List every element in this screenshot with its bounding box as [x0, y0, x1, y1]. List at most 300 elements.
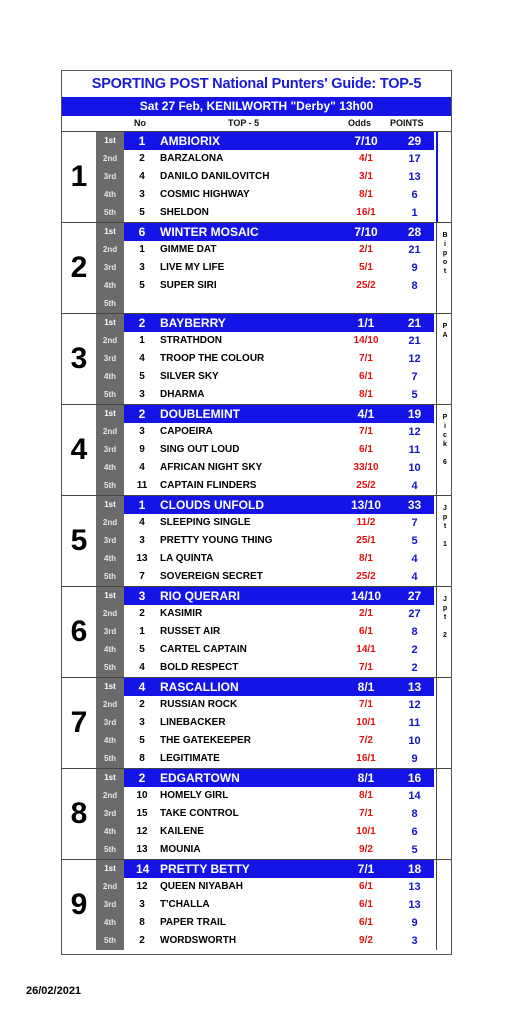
horse-number: 1 [139, 335, 145, 346]
points: 17 [408, 153, 421, 165]
horse-name: CAPOEIRA [160, 426, 213, 437]
points: 11 [408, 444, 421, 456]
horse-name: AFRICAN NIGHT SKY [160, 462, 263, 473]
finish-position: 1st [104, 682, 116, 691]
runner-row [96, 659, 434, 677]
points: 29 [407, 134, 422, 148]
odds: 16/1 [356, 753, 376, 764]
horse-name: PRETTY YOUNG THING [160, 535, 273, 546]
horse-name: COSMIC HIGHWAY [160, 189, 250, 200]
runner-row [96, 459, 434, 477]
winner-row [96, 132, 434, 150]
horse-number: 8 [139, 917, 145, 928]
race-block [62, 131, 451, 222]
finish-position: 3rd [103, 536, 117, 545]
bet-type-label: B i p o t [442, 232, 448, 275]
race-number: 9 [62, 860, 97, 950]
bet-type-column [436, 132, 452, 222]
horse-number: 5 [139, 371, 145, 382]
points: 12 [408, 353, 421, 365]
race-number: 6 [62, 587, 97, 677]
points: 21 [408, 335, 421, 347]
runner-row [96, 532, 434, 550]
horse-name: CARTEL CAPTAIN [160, 644, 247, 655]
points: 21 [407, 316, 422, 330]
finish-position: 5th [104, 299, 116, 308]
points: 14 [408, 790, 421, 802]
races-container [62, 131, 451, 950]
points: 10 [408, 462, 421, 474]
horse-number: 2 [138, 316, 146, 330]
horse-name: EDGARTOWN [160, 771, 240, 785]
bet-type-column [436, 860, 452, 950]
odds: 7/1 [359, 353, 373, 364]
horse-number: 6 [138, 225, 146, 239]
horse-number: 2 [138, 771, 146, 785]
finish-position: 2nd [102, 882, 118, 891]
horse-name: SING OUT LOUD [160, 444, 240, 455]
horse-name: DOUBLEMINT [160, 407, 240, 421]
odds: 4/1 [359, 153, 373, 164]
odds: 6/1 [359, 444, 373, 455]
race-block [62, 768, 451, 859]
finish-position: 5th [104, 845, 116, 854]
finish-position: 1st [104, 591, 116, 600]
horse-number: 15 [136, 808, 148, 819]
finish-position: 3rd [103, 263, 117, 272]
points: 2 [411, 644, 418, 656]
horse-name: DHARMA [160, 389, 205, 400]
odds: 3/1 [359, 171, 373, 182]
winner-row [96, 314, 434, 332]
race-number: 3 [62, 314, 97, 404]
horse-name: T'CHALLA [160, 899, 210, 910]
runner-row [96, 259, 434, 277]
runner-row [96, 805, 434, 823]
bet-type-label: P i c k 6 [442, 414, 448, 466]
points: 9 [411, 262, 418, 274]
bet-type-label: J p t 1 [442, 505, 448, 548]
bet-type-column [436, 769, 452, 859]
runner-row [96, 514, 434, 532]
horse-number: 2 [139, 935, 145, 946]
runner-row [96, 605, 434, 623]
runner-row [96, 914, 434, 932]
horse-number: 4 [139, 353, 145, 364]
horse-number: 11 [136, 480, 148, 491]
runner-row [96, 568, 434, 586]
points: 18 [407, 862, 422, 876]
odds: 10/1 [356, 717, 376, 728]
odds: 8/1 [359, 189, 373, 200]
finish-position: 3rd [103, 445, 117, 454]
horse-number: 1 [138, 134, 146, 148]
runner-row [96, 878, 434, 896]
runner-row [96, 696, 434, 714]
points: 16 [407, 771, 422, 785]
winner-row [96, 678, 434, 696]
horse-name: HOMELY GIRL [160, 790, 229, 801]
odds: 6/1 [359, 881, 373, 892]
horse-number: 3 [139, 899, 145, 910]
finish-position: 4th [104, 827, 116, 836]
horse-name: SOVEREIGN SECRET [160, 571, 263, 582]
race-number: 1 [62, 132, 97, 222]
odds: 16/1 [356, 207, 376, 218]
winner-row [96, 769, 434, 787]
odds: 13/10 [350, 498, 382, 512]
horse-name: PRETTY BETTY [160, 862, 250, 876]
finish-position: 5th [104, 936, 116, 945]
horse-number: 2 [139, 153, 145, 164]
runner-row [96, 641, 434, 659]
points: 12 [408, 426, 421, 438]
points: 7 [411, 517, 418, 529]
points: 1 [411, 207, 418, 219]
horse-name: PAPER TRAIL [160, 917, 226, 928]
print-date: 26/02/2021 [26, 985, 82, 997]
points: 6 [411, 826, 418, 838]
odds: 9/2 [359, 935, 373, 946]
runner-row [96, 241, 434, 259]
odds: 10/1 [356, 826, 376, 837]
points: 28 [407, 225, 422, 239]
col-header-top5: TOP - 5 [228, 118, 260, 128]
points: 8 [411, 280, 418, 292]
finish-position: 5th [104, 481, 116, 490]
runner-row [96, 168, 434, 186]
odds: 7/10 [354, 134, 378, 148]
horse-number: 10 [136, 790, 148, 801]
runner-row [96, 204, 434, 222]
odds: 25/2 [356, 280, 376, 291]
points: 27 [407, 589, 422, 603]
odds: 14/10 [353, 335, 379, 346]
odds: 4/1 [357, 407, 375, 421]
horse-number: 3 [139, 535, 145, 546]
points: 7 [411, 371, 418, 383]
points: 8 [411, 626, 418, 638]
horse-name: BAYBERRY [160, 316, 226, 330]
column-headers [62, 116, 451, 131]
runner-row [96, 896, 434, 914]
horse-name: SUPER SIRI [160, 280, 217, 291]
points: 27 [408, 608, 421, 620]
points: 5 [411, 535, 418, 547]
odds: 2/1 [359, 608, 373, 619]
horse-number: 5 [139, 280, 145, 291]
race-number: 5 [62, 496, 97, 586]
odds: 7/1 [359, 426, 373, 437]
horse-number: 5 [139, 735, 145, 746]
points: 9 [411, 753, 418, 765]
horse-name: WORDSWORTH [160, 935, 237, 946]
race-number: 4 [62, 405, 97, 495]
odds: 14/1 [356, 644, 376, 655]
runner-row [96, 368, 434, 386]
horse-number: 3 [139, 389, 145, 400]
finish-position: 1st [104, 136, 116, 145]
horse-number: 1 [138, 498, 146, 512]
finish-position: 4th [104, 190, 116, 199]
odds: 14/10 [350, 589, 382, 603]
odds: 6/1 [359, 899, 373, 910]
odds: 5/1 [359, 262, 373, 273]
horse-number: 5 [139, 207, 145, 218]
finish-position: 4th [104, 736, 116, 745]
finish-position: 2nd [102, 518, 118, 527]
runner-row [96, 787, 434, 805]
finish-position: 1st [104, 500, 116, 509]
guide-title: SPORTING POST National Punters' Guide: TOP-5 [91, 76, 422, 92]
horse-number: 13 [136, 553, 148, 564]
horse-number: 1 [139, 244, 145, 255]
odds: 25/2 [356, 571, 376, 582]
horse-name: BARZALONA [160, 153, 224, 164]
horse-number: 2 [138, 407, 146, 421]
points: 8 [411, 808, 418, 820]
horse-number: 14 [136, 862, 150, 876]
horse-name: KASIMIR [160, 608, 203, 619]
horse-number: 5 [139, 644, 145, 655]
horse-name: SLEEPING SINGLE [160, 517, 251, 528]
horse-number: 4 [139, 662, 145, 673]
points: 33 [407, 498, 422, 512]
horse-name: GIMME DAT [160, 244, 217, 255]
points: 13 [408, 171, 421, 183]
horse-name: STRATHDON [160, 335, 223, 346]
odds: 11/2 [356, 517, 376, 528]
bet-type-column [436, 678, 452, 768]
finish-position: 3rd [103, 354, 117, 363]
runner-row [96, 841, 434, 859]
runner-row [96, 714, 434, 732]
horse-name: CLOUDS UNFOLD [160, 498, 264, 512]
horse-name: LA QUINTA [160, 553, 214, 564]
horse-name: SHELDON [160, 207, 209, 218]
odds: 9/2 [359, 844, 373, 855]
winner-row [96, 587, 434, 605]
race-block [62, 495, 451, 586]
horse-name: TROOP THE COLOUR [160, 353, 265, 364]
horse-name: DANILO DANILOVITCH [160, 171, 270, 182]
points: 13 [408, 899, 421, 911]
finish-position: 3rd [103, 627, 117, 636]
runner-row [96, 750, 434, 768]
bet-type-column [436, 223, 452, 313]
runner-row [96, 732, 434, 750]
points: 13 [407, 680, 422, 694]
runner-row [96, 332, 434, 350]
bet-type-label: P A [442, 323, 448, 339]
odds: 25/1 [356, 535, 376, 546]
odds: 8/1 [359, 389, 373, 400]
horse-number: 2 [139, 608, 145, 619]
horse-number: 4 [139, 517, 145, 528]
race-number: 2 [62, 223, 97, 313]
odds: 6/1 [359, 917, 373, 928]
runner-row [96, 295, 434, 313]
finish-position: 2nd [102, 336, 118, 345]
horse-number: 3 [139, 262, 145, 273]
horse-name: RIO QUERARI [160, 589, 241, 603]
odds: 7/1 [359, 662, 373, 673]
race-block [62, 404, 451, 495]
horse-number: 8 [139, 753, 145, 764]
odds: 7/2 [359, 735, 373, 746]
bet-type-column [436, 314, 452, 404]
runner-row [96, 150, 434, 168]
runner-row [96, 623, 434, 641]
points: 13 [408, 881, 421, 893]
points: 4 [411, 480, 418, 492]
horse-number: 7 [139, 571, 145, 582]
finish-position: 5th [104, 754, 116, 763]
finish-position: 5th [104, 208, 116, 217]
odds: 7/1 [357, 862, 375, 876]
finish-position: 5th [104, 390, 116, 399]
horse-name: THE GATEKEEPER [160, 735, 251, 746]
finish-position: 4th [104, 645, 116, 654]
winner-row [96, 223, 434, 241]
points: 2 [411, 662, 418, 674]
col-header-no: No [134, 118, 146, 128]
horse-name: TAKE CONTROL [160, 808, 239, 819]
odds: 1/1 [357, 316, 375, 330]
finish-position: 4th [104, 281, 116, 290]
odds: 25/2 [356, 480, 376, 491]
horse-number: 4 [139, 462, 145, 473]
punters-guide-table [61, 70, 452, 955]
finish-position: 2nd [102, 609, 118, 618]
odds: 7/1 [359, 699, 373, 710]
odds: 8/1 [359, 553, 373, 564]
race-block [62, 586, 451, 677]
finish-position: 4th [104, 554, 116, 563]
finish-position: 2nd [102, 700, 118, 709]
finish-position: 2nd [102, 154, 118, 163]
odds: 7/10 [354, 225, 378, 239]
horse-number: 1 [139, 626, 145, 637]
odds: 2/1 [359, 244, 373, 255]
points: 5 [411, 389, 418, 401]
horse-name: RUSSET AIR [160, 626, 221, 637]
horse-name: BOLD RESPECT [160, 662, 239, 673]
runner-row [96, 550, 434, 568]
winner-row [96, 405, 434, 423]
odds: 8/1 [357, 680, 375, 694]
runner-row [96, 477, 434, 495]
finish-position: 4th [104, 463, 116, 472]
race-number: 8 [62, 769, 97, 859]
race-block [62, 859, 451, 950]
odds: 6/1 [359, 626, 373, 637]
runner-row [96, 186, 434, 204]
finish-position: 5th [104, 572, 116, 581]
runner-row [96, 423, 434, 441]
horse-number: 3 [139, 717, 145, 728]
points: 9 [411, 917, 418, 929]
points: 6 [411, 189, 418, 201]
odds: 33/10 [353, 462, 379, 473]
finish-position: 1st [104, 318, 116, 327]
horse-number: 13 [136, 844, 148, 855]
horse-name: KAILENE [160, 826, 204, 837]
bet-type-column [436, 496, 452, 586]
runner-row [96, 441, 434, 459]
finish-position: 2nd [102, 791, 118, 800]
runner-row [96, 823, 434, 841]
odds: 6/1 [359, 371, 373, 382]
runner-row [96, 932, 434, 950]
horse-number: 3 [139, 426, 145, 437]
finish-position: 3rd [103, 718, 117, 727]
horse-name: RUSSIAN ROCK [160, 699, 238, 710]
horse-number: 4 [138, 680, 146, 694]
finish-position: 2nd [102, 427, 118, 436]
points: 12 [408, 699, 421, 711]
horse-name: WINTER MOSAIC [160, 225, 259, 239]
finish-position: 1st [104, 773, 116, 782]
finish-position: 2nd [102, 245, 118, 254]
horse-name: LEGITIMATE [160, 753, 220, 764]
finish-position: 1st [104, 409, 116, 418]
winner-row [96, 496, 434, 514]
points: 11 [408, 717, 421, 729]
horse-name: QUEEN NIYABAH [160, 881, 243, 892]
race-meeting-banner: Sat 27 Feb, KENILWORTH "Derby" 13h00 [62, 97, 451, 116]
finish-position: 5th [104, 663, 116, 672]
race-block [62, 222, 451, 313]
runner-row [96, 350, 434, 368]
points: 4 [411, 553, 418, 565]
points: 3 [411, 935, 418, 947]
horse-name: RASCALLION [160, 680, 239, 694]
finish-position: 4th [104, 918, 116, 927]
horse-number: 12 [136, 826, 148, 837]
horse-name: SILVER SKY [160, 371, 219, 382]
odds: 8/1 [359, 790, 373, 801]
horse-number: 4 [139, 171, 145, 182]
bet-type-label: J p t 2 [442, 596, 448, 639]
col-header-points: POINTS [390, 118, 424, 128]
finish-position: 3rd [103, 900, 117, 909]
odds: 8/1 [357, 771, 375, 785]
horse-number: 3 [139, 189, 145, 200]
horse-number: 12 [136, 881, 148, 892]
horse-name: CAPTAIN FLINDERS [160, 480, 257, 491]
runner-row [96, 277, 434, 295]
horse-number: 9 [139, 444, 145, 455]
bet-type-column [436, 587, 452, 677]
horse-number: 2 [139, 699, 145, 710]
points: 4 [411, 571, 418, 583]
finish-position: 4th [104, 372, 116, 381]
finish-position: 1st [104, 227, 116, 236]
finish-position: 1st [104, 864, 116, 873]
race-block [62, 313, 451, 404]
horse-name: LIVE MY LIFE [160, 262, 225, 273]
horse-number: 3 [138, 589, 146, 603]
finish-position: 3rd [103, 172, 117, 181]
points: 21 [408, 244, 421, 256]
horse-name: MOUNIA [160, 844, 201, 855]
col-header-odds: Odds [348, 118, 372, 128]
horse-name: LINEBACKER [160, 717, 226, 728]
horse-name: AMBIORIX [160, 134, 220, 148]
points: 10 [408, 735, 421, 747]
race-number: 7 [62, 678, 97, 768]
